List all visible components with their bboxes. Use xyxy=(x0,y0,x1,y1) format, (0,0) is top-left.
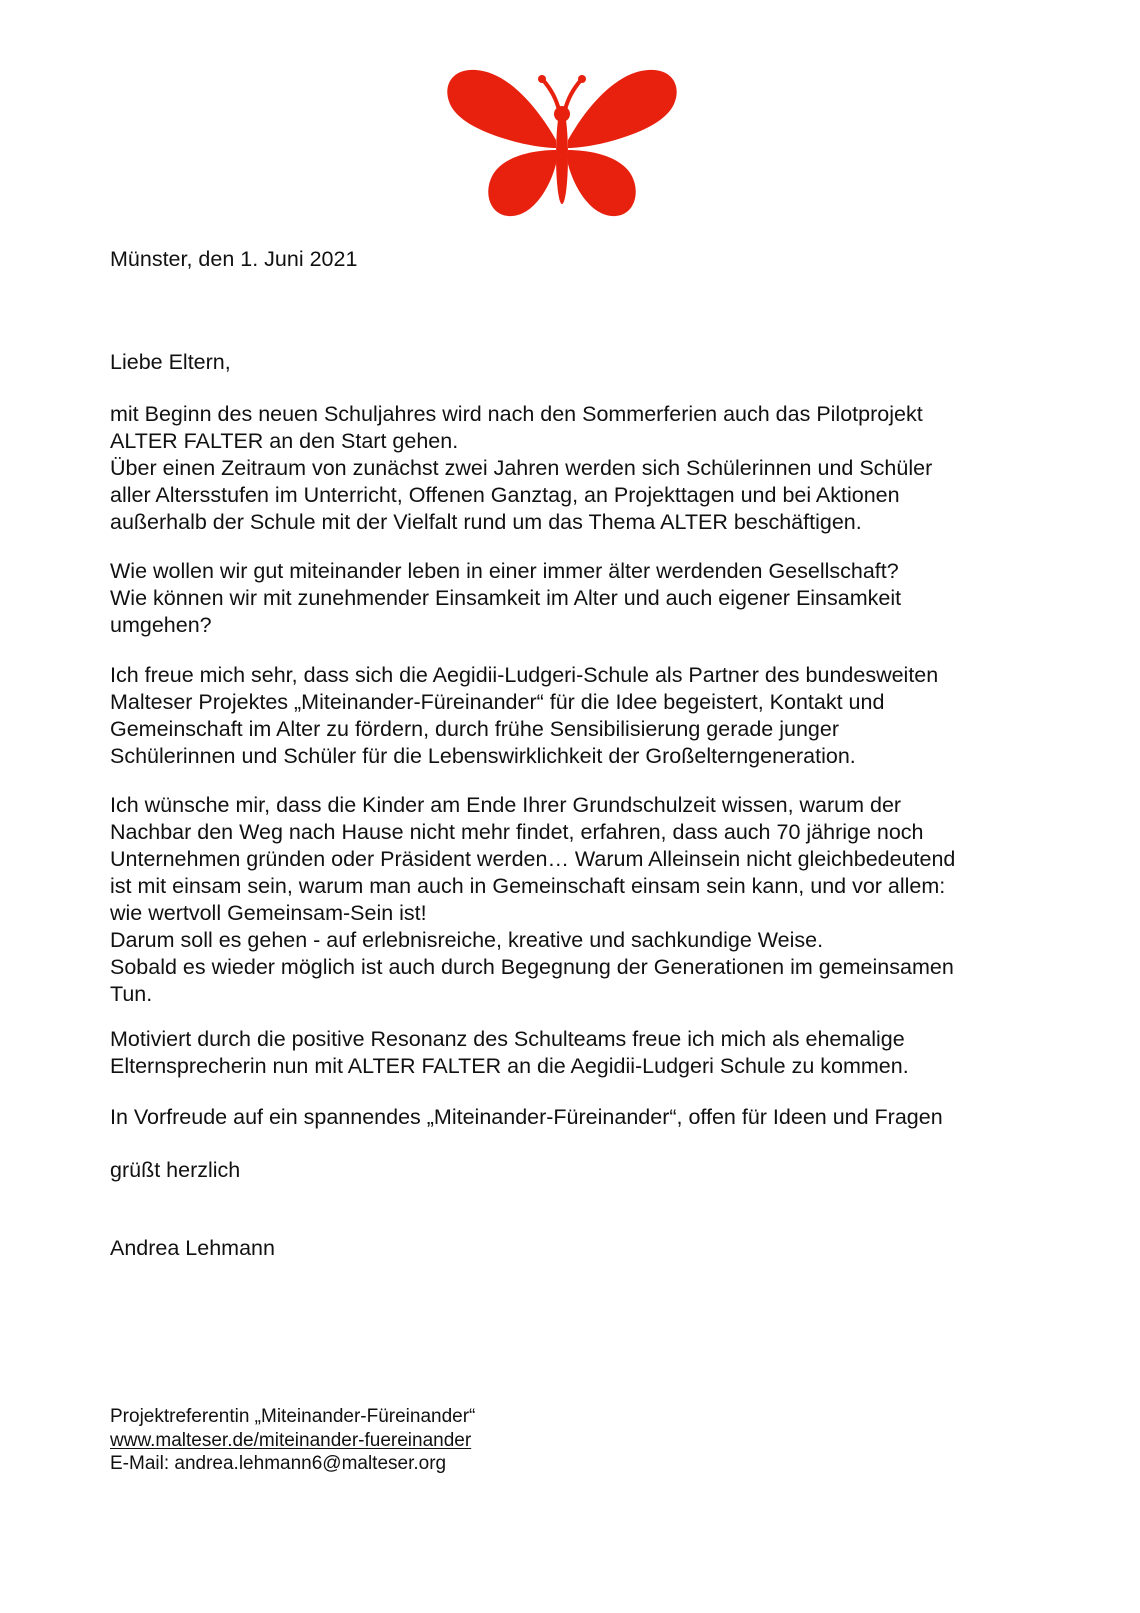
paragraph-line: Schülerinnen und Schüler für die Lebenswirklichkeit der Großelterngeneration. xyxy=(110,744,856,768)
footer-role: Projektreferentin „Miteinander-Füreinander“ xyxy=(110,1406,476,1427)
butterfly-logo xyxy=(446,68,678,220)
salutation: Liebe Eltern, xyxy=(110,350,231,374)
paragraph-line: Malteser Projektes „Miteinander-Füreinander“ für die Idee begeistert, Kontakt und xyxy=(110,690,885,714)
paragraph-line: außerhalb der Schule mit der Vielfalt rund um das Thema ALTER beschäftigen. xyxy=(110,510,862,534)
paragraph-line: Darum soll es gehen - auf erlebnisreiche, kreative und sachkundige Weise. xyxy=(110,928,824,952)
paragraph-line: Nachbar den Weg nach Hause nicht mehr findet, erfahren, dass auch 70 jährige noch xyxy=(110,820,924,844)
paragraph-line: ALTER FALTER an den Start gehen. xyxy=(110,429,459,453)
paragraph-4 xyxy=(110,792,1040,1008)
paragraph-line: aller Altersstufen im Unterricht, Offenen Ganztag, an Projekttagen und bei Aktionen xyxy=(110,483,900,507)
signature-name: Andrea Lehmann xyxy=(110,1236,275,1260)
paragraph-line: In Vorfreude auf ein spannendes „Miteinander-Füreinander“, offen für Ideen und Fragen xyxy=(110,1105,943,1129)
paragraph-line: wie wertvoll Gemeinsam-Sein ist! xyxy=(110,901,427,925)
paragraph-2 xyxy=(110,558,1040,639)
paragraph-6 xyxy=(110,1104,1040,1131)
paragraph-line: Sobald es wieder möglich ist auch durch Begegnung der Generationen im gemeinsamen xyxy=(110,955,954,979)
paragraph-line: Ich freue mich sehr, dass sich die Aegidii-Ludgeri-Schule als Partner des bundesweiten xyxy=(110,663,939,687)
paragraph-line: umgehen? xyxy=(110,613,212,637)
right-lower-wing xyxy=(568,150,636,216)
butterfly-head xyxy=(554,106,570,122)
left-lower-wing xyxy=(488,150,556,216)
paragraph-line: Über einen Zeitraum von zunächst zwei Jahren werden sich Schülerinnen und Schüler xyxy=(110,456,933,480)
contact-footer xyxy=(110,1405,475,1476)
paragraph-line: Tun. xyxy=(110,982,153,1006)
website-link[interactable]: www.malteser.de/miteinander-fuereinander xyxy=(110,1429,472,1451)
paragraph-line: Wie wollen wir gut miteinander leben in einer immer älter werdenden Gesellschaft? xyxy=(110,559,899,583)
paragraph-line: Ich wünsche mir, dass die Kinder am Ende Ihrer Grundschulzeit wissen, warum der xyxy=(110,793,902,817)
paragraph-line: Wie können wir mit zunehmender Einsamkeit im Alter und auch eigener Einsamkeit xyxy=(110,586,902,610)
closing-text: grüßt herzlich xyxy=(110,1158,241,1182)
paragraph-1 xyxy=(110,401,1040,536)
butterfly-body xyxy=(556,108,568,204)
paragraph-3 xyxy=(110,662,1040,770)
paragraph-line: mit Beginn des neuen Schuljahres wird nach den Sommerferien auch das Pilotprojekt xyxy=(110,402,923,426)
date-line: Münster, den 1. Juni 2021 xyxy=(110,247,358,271)
paragraph-5 xyxy=(110,1026,1040,1080)
paragraph-line: Gemeinschaft im Alter zu fördern, durch frühe Sensibilisierung gerade junger xyxy=(110,717,839,741)
paragraph-line: Motiviert durch die positive Resonanz des Schulteams freue ich mich als ehemalige xyxy=(110,1027,905,1051)
left-antenna xyxy=(543,80,559,110)
paragraph-line: Unternehmen gründen oder Präsident werden… Warum Alleinsein nicht gleichbedeutend xyxy=(110,847,956,871)
right-antenna xyxy=(565,80,581,110)
paragraph-line: Elternsprecherin nun mit ALTER FALTER an die Aegidii-Ludgeri Schule zu kommen. xyxy=(110,1054,909,1078)
footer-email: E-Mail: andrea.lehmann6@malteser.org xyxy=(110,1453,447,1474)
paragraph-line: ist mit einsam sein, warum man auch in Gemeinschaft einsam sein kann, und vor allem: xyxy=(110,874,946,898)
